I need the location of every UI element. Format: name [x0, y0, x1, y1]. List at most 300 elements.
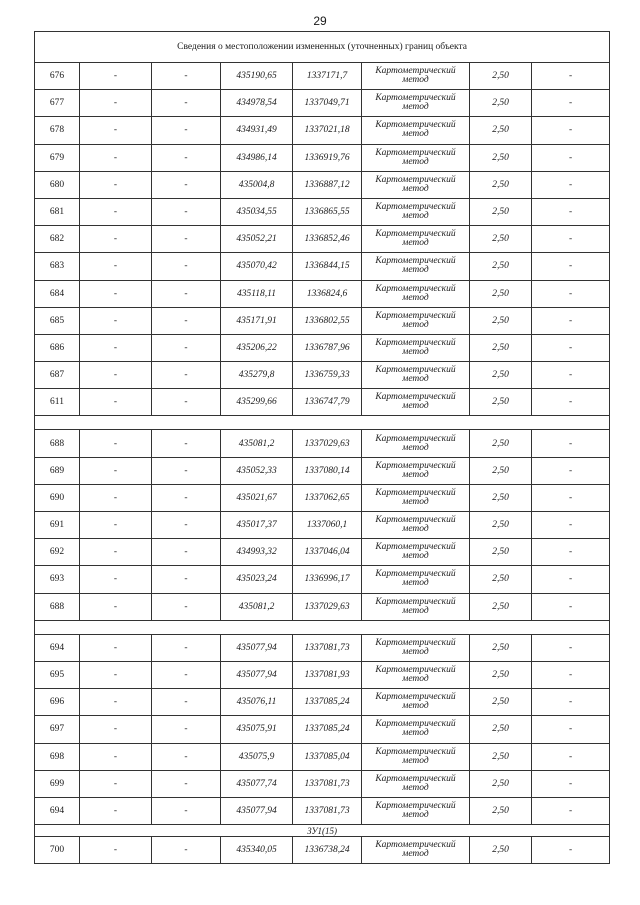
old-x: -	[80, 198, 152, 225]
method-line2: метод	[402, 238, 429, 249]
old-y: -	[152, 430, 221, 457]
method-cell	[362, 566, 470, 593]
accuracy: 2,50	[470, 389, 532, 416]
description: -	[532, 689, 610, 716]
point-number: 692	[35, 539, 80, 566]
new-y: 1337049,71	[293, 90, 362, 117]
table-row	[35, 362, 610, 389]
accuracy: 2,50	[470, 634, 532, 661]
new-y: 1337046,04	[293, 539, 362, 566]
old-y: -	[152, 539, 221, 566]
method-cell	[362, 457, 470, 484]
old-x: -	[80, 593, 152, 620]
table-row	[35, 117, 610, 144]
table-row	[35, 837, 610, 864]
old-x: -	[80, 226, 152, 253]
new-y: 1337021,18	[293, 117, 362, 144]
method-line2: метод	[402, 374, 429, 385]
separator-row	[35, 620, 610, 634]
old-y: -	[152, 716, 221, 743]
method-line2: метод	[402, 346, 429, 357]
point-number: 694	[35, 797, 80, 824]
method-line1: Картометрический	[375, 719, 456, 730]
new-y: 1337081,73	[293, 634, 362, 661]
new-y: 1337081,73	[293, 797, 362, 824]
new-x: 435076,11	[221, 689, 293, 716]
new-x: 435077,94	[221, 797, 293, 824]
old-x: -	[80, 484, 152, 511]
method-line1: Картометрический	[375, 174, 456, 185]
new-x: 435171,91	[221, 307, 293, 334]
table-row	[35, 716, 610, 743]
table-row	[35, 90, 610, 117]
new-y: 1337085,24	[293, 689, 362, 716]
old-x: -	[80, 716, 152, 743]
method-cell	[362, 716, 470, 743]
description: -	[532, 743, 610, 770]
old-x: -	[80, 797, 152, 824]
accuracy: 2,50	[470, 198, 532, 225]
method-line1: Картометрический	[375, 665, 456, 676]
table-row	[35, 430, 610, 457]
old-y: -	[152, 362, 221, 389]
table-row	[35, 484, 610, 511]
method-cell	[362, 770, 470, 797]
old-x: -	[80, 144, 152, 171]
old-y: -	[152, 117, 221, 144]
method-line1: Картометрический	[375, 256, 456, 267]
old-y: -	[152, 280, 221, 307]
point-number: 684	[35, 280, 80, 307]
method-line2: метод	[402, 728, 429, 739]
table-row	[35, 226, 610, 253]
method-cell	[362, 198, 470, 225]
method-cell	[362, 837, 470, 864]
new-x: 434993,32	[221, 539, 293, 566]
method-cell	[362, 661, 470, 688]
method-line2: метод	[402, 156, 429, 167]
table-row	[35, 512, 610, 539]
method-line1: Картометрический	[375, 66, 456, 77]
point-number: 680	[35, 171, 80, 198]
old-x: -	[80, 634, 152, 661]
method-line2: метод	[402, 578, 429, 589]
old-y: -	[152, 661, 221, 688]
method-line2: метод	[402, 496, 429, 507]
new-y: 1336887,12	[293, 171, 362, 198]
method-cell	[362, 634, 470, 661]
description: -	[532, 389, 610, 416]
method-cell	[362, 430, 470, 457]
old-x: -	[80, 280, 152, 307]
method-line2: метод	[402, 605, 429, 616]
method-line1: Картометрический	[375, 460, 456, 471]
new-x: 435004,8	[221, 171, 293, 198]
accuracy: 2,50	[470, 743, 532, 770]
new-y: 1337085,24	[293, 716, 362, 743]
method-line1: Картометрический	[375, 515, 456, 526]
method-line1: Картометрический	[375, 487, 456, 498]
accuracy: 2,50	[470, 90, 532, 117]
description: -	[532, 144, 610, 171]
description: -	[532, 171, 610, 198]
new-x: 435070,42	[221, 253, 293, 280]
new-y: 1336844,15	[293, 253, 362, 280]
table-row	[35, 171, 610, 198]
point-number: 697	[35, 716, 80, 743]
description: -	[532, 63, 610, 90]
accuracy: 2,50	[470, 484, 532, 511]
new-y: 1337085,04	[293, 743, 362, 770]
description: -	[532, 716, 610, 743]
method-line1: Картометрический	[375, 773, 456, 784]
method-line1: Картометрический	[375, 840, 456, 851]
table-row	[35, 797, 610, 824]
method-cell	[362, 689, 470, 716]
separator-row	[35, 416, 610, 430]
table-body	[35, 32, 610, 864]
old-x: -	[80, 430, 152, 457]
old-y: -	[152, 144, 221, 171]
description: -	[532, 661, 610, 688]
method-cell	[362, 90, 470, 117]
table-row	[35, 593, 610, 620]
new-x: 435118,11	[221, 280, 293, 307]
point-number: 686	[35, 334, 80, 361]
point-number: 688	[35, 593, 80, 620]
accuracy: 2,50	[470, 593, 532, 620]
separator-cell	[35, 620, 610, 634]
method-line2: метод	[402, 292, 429, 303]
point-number: 679	[35, 144, 80, 171]
point-number: 681	[35, 198, 80, 225]
method-line2: метод	[402, 183, 429, 194]
accuracy: 2,50	[470, 144, 532, 171]
point-number: 688	[35, 430, 80, 457]
old-x: -	[80, 90, 152, 117]
accuracy: 2,50	[470, 430, 532, 457]
method-line1: Картометрический	[375, 310, 456, 321]
old-y: -	[152, 689, 221, 716]
old-y: -	[152, 457, 221, 484]
method-line2: метод	[402, 849, 429, 860]
method-cell	[362, 539, 470, 566]
point-number: 687	[35, 362, 80, 389]
description: -	[532, 90, 610, 117]
new-y: 1337029,63	[293, 593, 362, 620]
new-y: 1337081,93	[293, 661, 362, 688]
boundary-coordinates-table	[34, 31, 610, 864]
method-line1: Картометрический	[375, 746, 456, 757]
old-x: -	[80, 770, 152, 797]
new-x: 435077,74	[221, 770, 293, 797]
method-line2: метод	[402, 755, 429, 766]
point-number: 698	[35, 743, 80, 770]
new-y: 1336738,24	[293, 837, 362, 864]
table-row	[35, 661, 610, 688]
method-cell	[362, 253, 470, 280]
new-x: 435034,55	[221, 198, 293, 225]
old-y: -	[152, 198, 221, 225]
old-y: -	[152, 63, 221, 90]
point-number: 700	[35, 837, 80, 864]
description: -	[532, 593, 610, 620]
point-number: 691	[35, 512, 80, 539]
method-line1: Картометрический	[375, 569, 456, 580]
new-y: 1336996,17	[293, 566, 362, 593]
new-x: 434931,49	[221, 117, 293, 144]
old-x: -	[80, 63, 152, 90]
method-line2: метод	[402, 701, 429, 712]
old-x: -	[80, 171, 152, 198]
description: -	[532, 484, 610, 511]
accuracy: 2,50	[470, 797, 532, 824]
separator-cell	[35, 416, 610, 430]
method-line1: Картометрический	[375, 283, 456, 294]
point-number: 676	[35, 63, 80, 90]
old-x: -	[80, 539, 152, 566]
point-number: 699	[35, 770, 80, 797]
method-line2: метод	[402, 809, 429, 820]
method-line1: Картометрический	[375, 692, 456, 703]
old-y: -	[152, 484, 221, 511]
accuracy: 2,50	[470, 117, 532, 144]
old-y: -	[152, 634, 221, 661]
description: -	[532, 226, 610, 253]
point-number: 696	[35, 689, 80, 716]
method-line2: метод	[402, 551, 429, 562]
table-title: Сведения о местоположении измененных (уточненных) границ объекта	[35, 32, 610, 63]
new-y: 1337081,73	[293, 770, 362, 797]
page-number: 29	[313, 14, 327, 28]
method-line1: Картометрический	[375, 637, 456, 648]
new-y: 1337171,7	[293, 63, 362, 90]
description: -	[532, 117, 610, 144]
old-y: -	[152, 334, 221, 361]
accuracy: 2,50	[470, 253, 532, 280]
old-y: -	[152, 171, 221, 198]
point-number: 689	[35, 457, 80, 484]
old-x: -	[80, 362, 152, 389]
new-x: 435081,2	[221, 593, 293, 620]
old-y: -	[152, 512, 221, 539]
method-line2: метод	[402, 129, 429, 140]
new-x: 435052,21	[221, 226, 293, 253]
new-x: 435017,37	[221, 512, 293, 539]
table-row	[35, 743, 610, 770]
method-line1: Картометрический	[375, 120, 456, 131]
new-x: 435077,94	[221, 661, 293, 688]
method-cell	[362, 117, 470, 144]
method-line2: метод	[402, 211, 429, 222]
new-x: 435190,65	[221, 63, 293, 90]
new-y: 1337060,1	[293, 512, 362, 539]
description: -	[532, 770, 610, 797]
point-number: 693	[35, 566, 80, 593]
table-row	[35, 307, 610, 334]
description: -	[532, 457, 610, 484]
point-number: 694	[35, 634, 80, 661]
new-y: 1336824,6	[293, 280, 362, 307]
old-y: -	[152, 226, 221, 253]
accuracy: 2,50	[470, 770, 532, 797]
method-line1: Картометрический	[375, 392, 456, 403]
method-cell	[362, 512, 470, 539]
new-x: 435340,05	[221, 837, 293, 864]
new-x: 435052,33	[221, 457, 293, 484]
method-line1: Картометрический	[375, 542, 456, 553]
table-row	[35, 63, 610, 90]
point-number: 690	[35, 484, 80, 511]
table-row	[35, 389, 610, 416]
point-number: 685	[35, 307, 80, 334]
old-x: -	[80, 334, 152, 361]
old-y: -	[152, 770, 221, 797]
old-x: -	[80, 253, 152, 280]
method-cell	[362, 280, 470, 307]
old-x: -	[80, 512, 152, 539]
old-y: -	[152, 307, 221, 334]
table-row	[35, 198, 610, 225]
table-row	[35, 144, 610, 171]
table-row	[35, 566, 610, 593]
description: -	[532, 307, 610, 334]
accuracy: 2,50	[470, 63, 532, 90]
method-line1: Картометрический	[375, 596, 456, 607]
method-line2: метод	[402, 319, 429, 330]
description: -	[532, 253, 610, 280]
description: -	[532, 797, 610, 824]
new-y: 1336747,79	[293, 389, 362, 416]
accuracy: 2,50	[470, 716, 532, 743]
old-x: -	[80, 743, 152, 770]
group-label-row	[35, 825, 610, 837]
accuracy: 2,50	[470, 837, 532, 864]
method-cell	[362, 743, 470, 770]
method-cell	[362, 334, 470, 361]
point-number: 683	[35, 253, 80, 280]
new-y: 1337080,14	[293, 457, 362, 484]
method-cell	[362, 389, 470, 416]
table-row	[35, 634, 610, 661]
method-cell	[362, 797, 470, 824]
description: -	[532, 512, 610, 539]
new-x: 435299,66	[221, 389, 293, 416]
method-line2: метод	[402, 674, 429, 685]
table-row	[35, 689, 610, 716]
old-x: -	[80, 389, 152, 416]
point-number: 678	[35, 117, 80, 144]
description: -	[532, 334, 610, 361]
point-number: 682	[35, 226, 80, 253]
new-y: 1336865,55	[293, 198, 362, 225]
accuracy: 2,50	[470, 566, 532, 593]
new-y: 1336787,96	[293, 334, 362, 361]
old-x: -	[80, 566, 152, 593]
group-label: ЗУ1(15)	[35, 825, 610, 837]
method-line2: метод	[402, 782, 429, 793]
new-x: 435075,91	[221, 716, 293, 743]
accuracy: 2,50	[470, 334, 532, 361]
method-line2: метод	[402, 265, 429, 276]
accuracy: 2,50	[470, 512, 532, 539]
point-number: 695	[35, 661, 80, 688]
new-y: 1336919,76	[293, 144, 362, 171]
description: -	[532, 430, 610, 457]
description: -	[532, 566, 610, 593]
accuracy: 2,50	[470, 226, 532, 253]
description: -	[532, 362, 610, 389]
method-line2: метод	[402, 442, 429, 453]
old-y: -	[152, 593, 221, 620]
method-line2: метод	[402, 75, 429, 86]
new-x: 435075,9	[221, 743, 293, 770]
accuracy: 2,50	[470, 661, 532, 688]
method-line1: Картометрический	[375, 365, 456, 376]
method-cell	[362, 362, 470, 389]
point-number: 677	[35, 90, 80, 117]
method-cell	[362, 307, 470, 334]
method-line1: Картометрический	[375, 202, 456, 213]
old-y: -	[152, 837, 221, 864]
method-line2: метод	[402, 102, 429, 113]
old-y: -	[152, 797, 221, 824]
new-y: 1336852,46	[293, 226, 362, 253]
old-x: -	[80, 837, 152, 864]
new-x: 435279,8	[221, 362, 293, 389]
accuracy: 2,50	[470, 457, 532, 484]
method-line1: Картометрический	[375, 337, 456, 348]
table-row	[35, 253, 610, 280]
method-cell	[362, 484, 470, 511]
table-header-row	[35, 32, 610, 63]
new-x: 435077,94	[221, 634, 293, 661]
method-cell	[362, 593, 470, 620]
method-line1: Картометрический	[375, 93, 456, 104]
method-line1: Картометрический	[375, 433, 456, 444]
new-y: 1337062,65	[293, 484, 362, 511]
accuracy: 2,50	[470, 171, 532, 198]
method-line2: метод	[402, 524, 429, 535]
accuracy: 2,50	[470, 307, 532, 334]
old-x: -	[80, 117, 152, 144]
accuracy: 2,50	[470, 362, 532, 389]
point-number: 611	[35, 389, 80, 416]
new-x: 435023,24	[221, 566, 293, 593]
method-line2: метод	[402, 401, 429, 412]
old-x: -	[80, 457, 152, 484]
old-y: -	[152, 389, 221, 416]
new-y: 1336759,33	[293, 362, 362, 389]
accuracy: 2,50	[470, 280, 532, 307]
accuracy: 2,50	[470, 689, 532, 716]
description: -	[532, 198, 610, 225]
old-y: -	[152, 566, 221, 593]
table-row	[35, 539, 610, 566]
method-line2: метод	[402, 469, 429, 480]
method-line1: Картометрический	[375, 147, 456, 158]
method-cell	[362, 171, 470, 198]
old-y: -	[152, 90, 221, 117]
accuracy: 2,50	[470, 539, 532, 566]
old-x: -	[80, 689, 152, 716]
old-x: -	[80, 307, 152, 334]
method-line1: Картометрический	[375, 229, 456, 240]
description: -	[532, 634, 610, 661]
method-cell	[362, 144, 470, 171]
method-cell	[362, 63, 470, 90]
new-x: 435021,67	[221, 484, 293, 511]
